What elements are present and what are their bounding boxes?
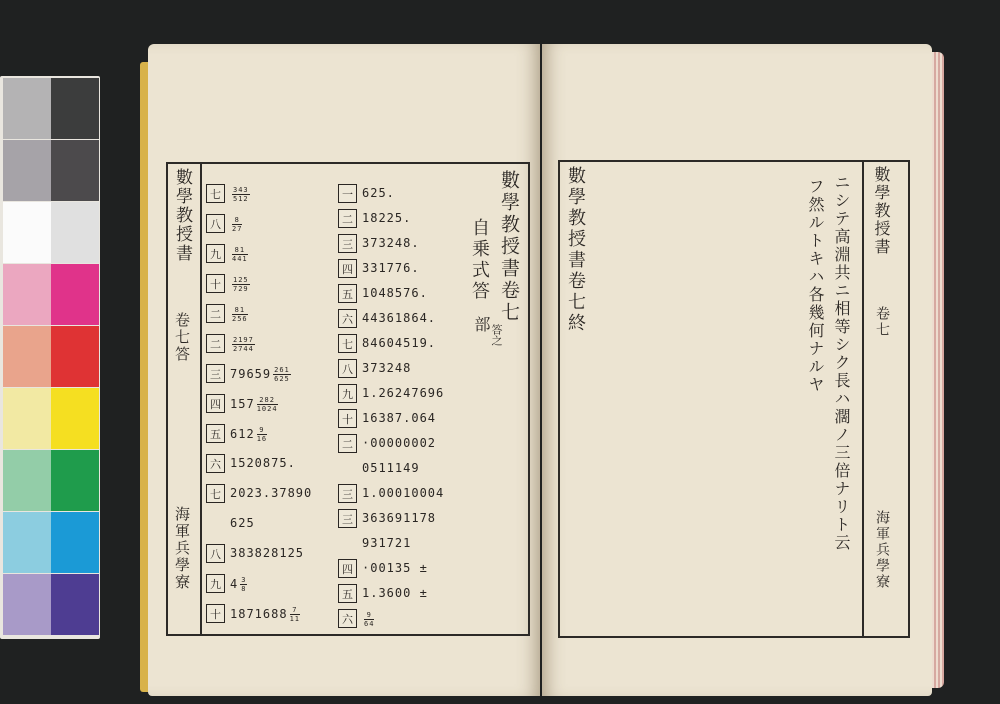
problem-number-box: 六 [338, 309, 357, 328]
volume-end-title: 數學教授書卷七終 [565, 166, 586, 334]
answer-value: 44361864. [362, 311, 437, 325]
problem-number-box: 六 [338, 609, 357, 628]
answer-value: 931721 [362, 536, 412, 550]
problem-number-box: 三 [338, 234, 357, 253]
color-chip [3, 574, 51, 635]
color-chip [51, 326, 99, 387]
problem-number-box: 五 [206, 424, 225, 443]
color-chip [3, 450, 51, 511]
problem-text-line-2: フ然ルトキハ各幾何ナルヤ [806, 178, 825, 394]
answer-fraction: $\frac{81}{441}$ [232, 246, 248, 263]
problem-number-box: 四 [338, 259, 357, 278]
answer-value: 1.00010004 [362, 486, 445, 500]
answer-fraction: $\frac{282}{1024}$ [256, 396, 278, 413]
problem-number-box: 三 [338, 484, 357, 503]
problem-number-box: 七 [338, 334, 357, 353]
right-spine-footer: 海軍兵學寮 [874, 510, 890, 590]
answer-value: 1.3600 ± [362, 586, 428, 600]
answer-value: 1871688 $\frac{7}{11}$ [230, 606, 301, 623]
answer-fraction: $\frac{7}{11}$ [289, 606, 301, 623]
spine-divider [200, 164, 202, 634]
answer-fraction: $\frac{8}{27}$ [232, 216, 243, 233]
answer-value: ·00135 ± [362, 561, 428, 575]
answer-fraction: $\frac{261}{625}$ [274, 366, 290, 383]
color-chip [51, 574, 99, 635]
answer-value [230, 246, 248, 263]
color-chip [3, 202, 51, 263]
color-chip [51, 512, 99, 573]
problem-number-box: 五 [338, 584, 357, 603]
left-page [148, 44, 540, 696]
problem-text-line-1: ニシテ高淵共ニ相等シク長ハ濶ノ三倍ナリト云 [832, 174, 851, 552]
color-calibration-card [0, 76, 100, 639]
color-chip [51, 388, 99, 449]
problem-number-box: 八 [206, 544, 225, 563]
problem-number-box: 一 [338, 184, 357, 203]
problem-number-box: 二 [206, 304, 225, 323]
answer-value [230, 306, 248, 323]
header-part: 部 [472, 316, 491, 332]
problem-number-box: 二 [206, 334, 225, 353]
answer-value: 16387.064 [362, 411, 437, 425]
problem-number-box: 六 [206, 454, 225, 473]
color-chip [3, 264, 51, 325]
problem-number-box: 十 [206, 604, 225, 623]
problem-number-box: 四 [338, 559, 357, 578]
header-answer: 答之 [490, 324, 503, 346]
answer-fraction: $\frac{81}{256}$ [232, 306, 248, 323]
color-chip [51, 264, 99, 325]
problem-number-box: 十 [338, 409, 357, 428]
answer-value [230, 276, 250, 293]
header-title: 數學教授書卷七 [498, 170, 520, 324]
answer-value: 612 $\frac{9}{16}$ [230, 426, 268, 443]
problem-number-box: 四 [206, 394, 225, 413]
answer-value: 157 $\frac{282}{1024}$ [230, 396, 278, 413]
color-chip [51, 202, 99, 263]
answer-value: 363691178 [362, 511, 437, 525]
answer-value [362, 611, 374, 628]
answer-value: 2023.37890 [230, 486, 313, 500]
problem-number-box: 三 [338, 509, 357, 528]
color-chip [51, 78, 99, 139]
answer-fraction: $\frac{125}{729}$ [233, 276, 249, 293]
problem-number-box: 七 [206, 484, 225, 503]
color-chip [51, 140, 99, 201]
color-chip [3, 512, 51, 573]
answer-value: 1048576. [362, 286, 428, 300]
header-subtitle: 自乗式答 [469, 218, 490, 302]
answer-value: ·00000002 [362, 436, 437, 450]
color-chip [3, 140, 51, 201]
answer-value: 1.26247696 [362, 386, 445, 400]
answer-fraction: $\frac{9}{16}$ [256, 426, 268, 443]
answer-value: 383828125 [230, 546, 305, 560]
answer-value: 1520875. [230, 456, 296, 470]
color-chip [51, 450, 99, 511]
answer-value: 79659 $\frac{261}{625}$ [230, 366, 290, 383]
answer-value: 84604519. [362, 336, 437, 350]
answer-value: 373248 [362, 361, 412, 375]
right-spine-volume: 卷七 [874, 306, 890, 338]
problem-number-box: 十 [206, 274, 225, 293]
spine-title: 數學教授書 [172, 168, 192, 263]
answer-value: 18225. [362, 211, 412, 225]
open-book [148, 44, 948, 696]
problem-number-box: 九 [206, 244, 225, 263]
color-chip [3, 326, 51, 387]
right-page-frame [558, 160, 910, 638]
problem-number-box: 三 [206, 364, 225, 383]
color-chip [3, 78, 51, 139]
spine-footer: 海軍兵學寮 [173, 506, 191, 591]
problem-number-box: 五 [338, 284, 357, 303]
problem-number-box: 二 [338, 209, 357, 228]
problem-number-box: 八 [338, 359, 357, 378]
right-page [542, 44, 932, 696]
answer-value: 625 [230, 516, 255, 530]
problem-number-box: 七 [206, 184, 225, 203]
problem-number-box: 八 [206, 214, 225, 233]
problem-number-box: 二 [338, 434, 357, 453]
answer-value: 331776. [362, 261, 420, 275]
answer-value [230, 186, 250, 203]
problem-number-box: 九 [338, 384, 357, 403]
color-chip [3, 388, 51, 449]
answer-fraction: $\frac{9}{64}$ [364, 611, 375, 628]
answer-fraction: $\frac{2197}{2744}$ [233, 336, 254, 353]
right-spine-title: 數學教授書 [872, 166, 891, 256]
answer-value [230, 336, 255, 353]
answer-value: 4 $\frac{3}{8}$ [230, 576, 247, 593]
answer-value: 0511149 [362, 461, 420, 475]
answer-fraction: $\frac{3}{8}$ [241, 576, 247, 593]
answer-fraction: $\frac{343}{512}$ [233, 186, 249, 203]
right-spine-divider [862, 162, 864, 636]
answer-value [230, 216, 242, 233]
spine-volume: 卷七答 [173, 312, 191, 363]
answer-value: 373248. [362, 236, 420, 250]
problem-number-box: 九 [206, 574, 225, 593]
answer-value: 625. [362, 186, 395, 200]
